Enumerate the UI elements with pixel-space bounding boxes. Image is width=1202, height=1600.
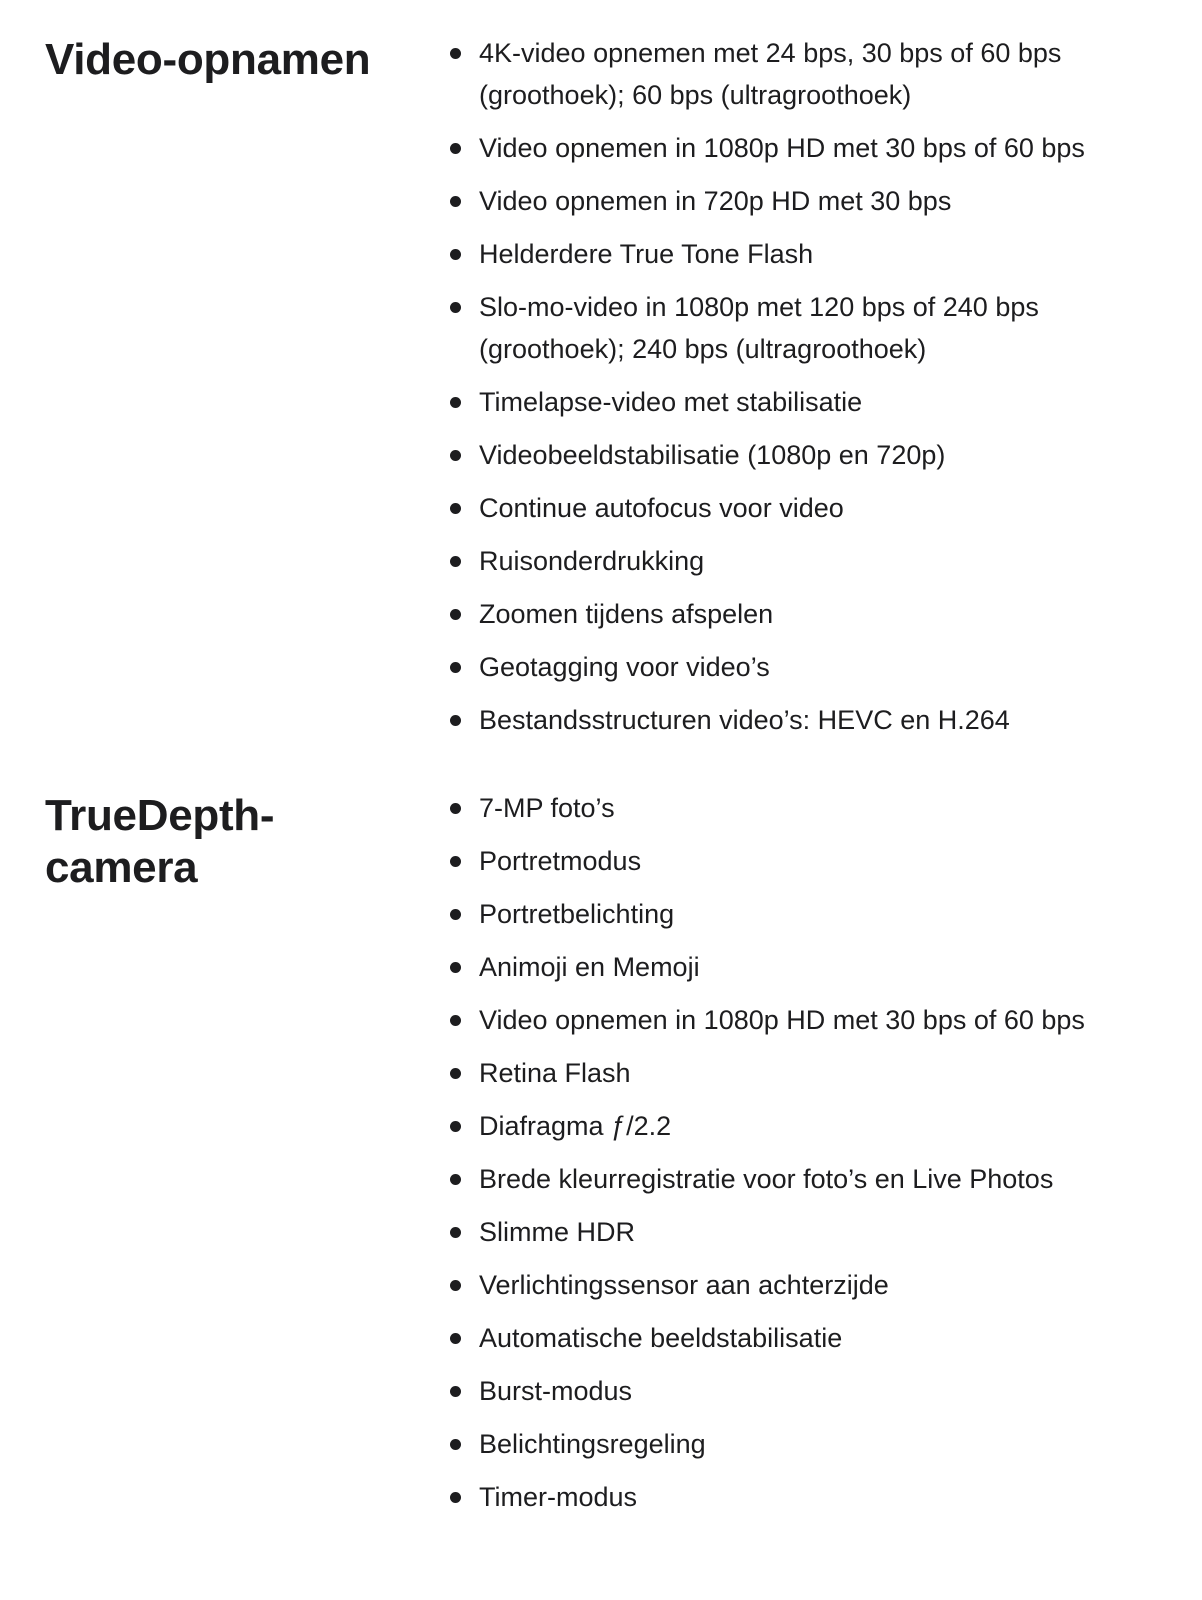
bullet-icon [450, 1227, 461, 1238]
bullet-icon [450, 503, 461, 514]
bullet-icon [450, 397, 461, 408]
list-item: Continue autofocus voor video [448, 487, 1168, 529]
list-item: Video opnemen in 1080p HD met 30 bps of 60 bps [448, 999, 1168, 1041]
bullet-icon [450, 48, 461, 59]
bullet-icon [450, 1333, 461, 1344]
bullet-icon [450, 803, 461, 814]
list-item: Videobeeldstabilisatie (1080p en 720p) [448, 434, 1168, 476]
bullet-icon [450, 1015, 461, 1026]
bullet-icon [450, 715, 461, 726]
list-item: Automatische beeldstabilisatie [448, 1317, 1168, 1359]
list-item: Slo-mo-video in 1080p met 120 bps of 240 bps (groothoek); 240 bps (ultragroothoek) [448, 286, 1168, 370]
list-item: Animoji en Memoji [448, 946, 1168, 988]
list-item: Diafragma ƒ/2.2 [448, 1105, 1168, 1147]
list-item: Helderdere True Tone Flash [448, 233, 1168, 275]
bullet-icon [450, 856, 461, 867]
bullet-icon [450, 302, 461, 313]
list-item: Brede kleurregistratie voor foto’s en Live Photos [448, 1158, 1168, 1200]
list-item: Timer-modus [448, 1476, 1168, 1518]
list-item: Video opnemen in 720p HD met 30 bps [448, 180, 1168, 222]
list-item: 7-MP foto’s [448, 787, 1168, 829]
bullet-icon [450, 196, 461, 207]
list-item: Slimme HDR [448, 1211, 1168, 1253]
bullet-icon [450, 556, 461, 567]
bullet-icon [450, 1492, 461, 1503]
section-title: Video-opnamen [45, 35, 371, 84]
bullet-icon [450, 1121, 461, 1132]
list-item: Portretmodus [448, 840, 1168, 882]
list-item: Verlichtingssensor aan achterzijde [448, 1264, 1168, 1306]
bullet-icon [450, 1386, 461, 1397]
spec-list [448, 32, 1168, 752]
bullet-icon [450, 609, 461, 620]
bullet-icon [450, 1174, 461, 1185]
bullet-icon [450, 1068, 461, 1079]
bullet-icon [450, 962, 461, 973]
bullet-icon [450, 249, 461, 260]
list-item: Ruisonderdrukking [448, 540, 1168, 582]
bullet-icon [450, 1439, 461, 1450]
bullet-icon [450, 909, 461, 920]
list-item: Retina Flash [448, 1052, 1168, 1094]
list-item: Video opnemen in 1080p HD met 30 bps of 60 bps [448, 127, 1168, 169]
list-item: Timelapse-video met stabilisatie [448, 381, 1168, 423]
bullet-icon [450, 450, 461, 461]
list-item: Belichtingsregeling [448, 1423, 1168, 1465]
spec-list [448, 787, 1168, 1529]
list-item: Burst-modus [448, 1370, 1168, 1412]
bullet-icon [450, 1280, 461, 1291]
list-item: Zoomen tijdens afspelen [448, 593, 1168, 635]
list-item: Geotagging voor video’s [448, 646, 1168, 688]
list-item: 4K-video opnemen met 24 bps, 30 bps of 60 bps (groothoek); 60 bps (ultragroothoek) [448, 32, 1168, 116]
list-item: Bestandsstructuren video’s: HEVC en H.264 [448, 699, 1168, 741]
bullet-icon [450, 662, 461, 673]
section-title: TrueDepth- camera [45, 791, 275, 892]
bullet-icon [450, 143, 461, 154]
list-item: Portretbelichting [448, 893, 1168, 935]
